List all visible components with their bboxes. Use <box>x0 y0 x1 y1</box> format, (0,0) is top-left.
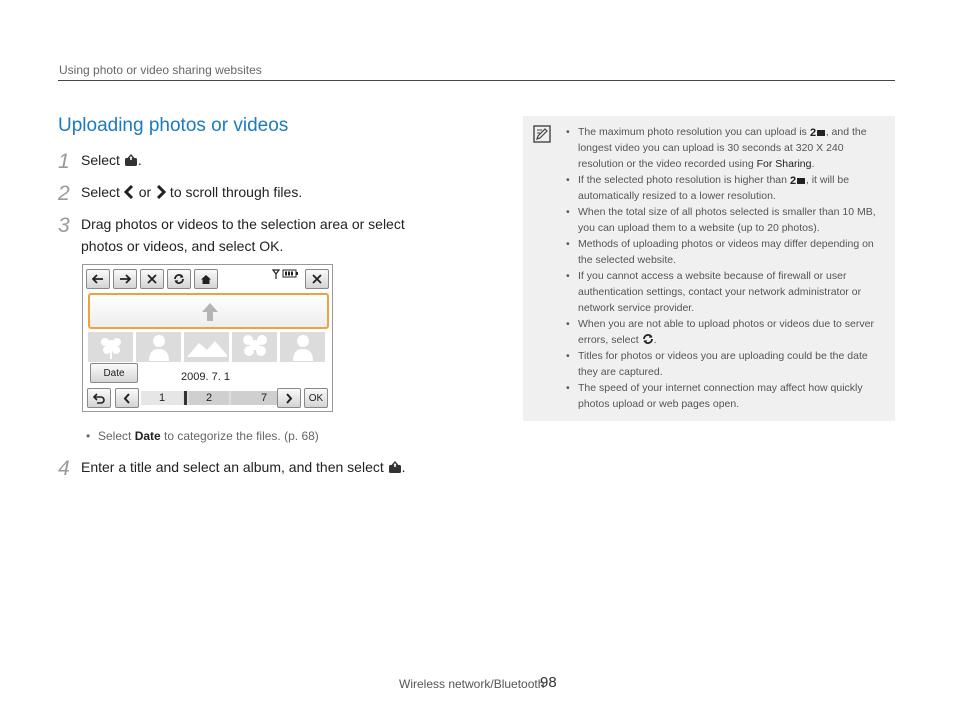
section-title: Uploading photos or videos <box>58 115 289 136</box>
note-item-6 <box>564 316 884 348</box>
ok-button[interactable]: OK <box>304 388 328 408</box>
chevron-left-icon <box>124 185 135 199</box>
step-1-before: Select <box>81 152 124 168</box>
note-2-after: , it will be automatically resized to a lower resolution. <box>578 174 850 202</box>
scroll-bar[interactable] <box>141 391 297 405</box>
note-item-4: • Methods of uploading photos or videos may differ depending on the selected website. <box>564 236 884 268</box>
forward-arrow-button[interactable] <box>113 269 137 289</box>
note-1-tail: . <box>811 158 815 170</box>
remove-button[interactable] <box>140 269 164 289</box>
scroll-thumb[interactable] <box>184 391 187 405</box>
note-item-1 <box>564 124 884 172</box>
step-text-1 <box>81 149 142 171</box>
step-2-after: to scroll through files. <box>166 184 303 200</box>
scroll-label-2: 2 <box>189 391 229 405</box>
signal-icon <box>272 269 280 279</box>
page-number: 98 <box>540 674 557 691</box>
selection-area[interactable] <box>88 293 329 329</box>
flower-icon <box>240 334 270 360</box>
undo-button[interactable] <box>87 388 111 408</box>
thumbnail-1[interactable] <box>88 332 133 362</box>
step-3-line1: Drag photos or videos to the selection area or select <box>81 216 405 232</box>
note-item-5: • If you cannot access a website because of firewall or user authentication settings, contact your network administrator or network service provider. <box>564 268 884 316</box>
note-item-7: • Titles for photos or videos you are uploading could be the date they are captured. <box>564 348 884 380</box>
resolution-2m-icon <box>790 174 806 185</box>
scroll-label-1: 1 <box>141 391 183 405</box>
note-1-after: , and the longest video you can upload is 30 seconds at 320 X 240 resolution or the video recorded using <box>578 126 867 170</box>
note-6-after: . <box>653 334 657 346</box>
date-value: 2009. 7. 1 <box>181 371 230 383</box>
undo-icon <box>93 393 106 404</box>
landscape-icon <box>187 337 227 357</box>
close-icon <box>147 274 157 284</box>
flower-icon <box>97 335 125 359</box>
back-arrow-button[interactable] <box>86 269 110 289</box>
note-1-before: The maximum photo resolution you can upload is <box>578 126 810 138</box>
camera-screen <box>82 264 333 412</box>
note-icon <box>533 125 551 143</box>
step-number-3: 3 <box>58 214 70 237</box>
step-3-note-item <box>84 429 319 443</box>
upload-icon <box>124 153 138 167</box>
note-list <box>564 124 884 412</box>
step-1-after: . <box>137 152 142 168</box>
header-rule <box>58 80 895 81</box>
step-3-note-after: to categorize the files. (p. 68) <box>160 429 319 443</box>
step-2-before: Select <box>81 184 124 200</box>
date-button[interactable]: Date <box>90 363 138 383</box>
chevron-right-icon <box>285 393 293 404</box>
refresh-icon <box>173 273 185 285</box>
note-item-3: • When the total size of all photos selected is smaller than 10 MB, you can upload them to a website (up to 20 photos). <box>564 204 884 236</box>
step-number-2: 2 <box>58 182 70 205</box>
upload-icon <box>388 460 402 474</box>
note-item-2 <box>564 172 884 204</box>
arrow-left-icon <box>92 274 104 284</box>
step-text-4 <box>81 456 406 478</box>
footer-section: Wireless network/Bluetooth <box>399 677 545 691</box>
home-icon <box>200 274 212 285</box>
note-2-before: If the selected photo resolution is higher than <box>578 174 790 186</box>
breadcrumb: Using photo or video sharing websites <box>59 63 262 77</box>
person-icon <box>147 333 171 361</box>
step-3-ok: OK <box>259 238 280 254</box>
scroll-label-3: 7 <box>231 391 297 405</box>
home-button[interactable] <box>194 269 218 289</box>
upload-arrow-icon <box>201 302 219 322</box>
step-3-line2 <box>81 235 405 257</box>
arrow-right-icon <box>119 274 131 284</box>
refresh-icon <box>642 333 654 345</box>
battery-icon <box>282 269 298 278</box>
refresh-button[interactable] <box>167 269 191 289</box>
step-3-note-date: Date <box>134 429 161 443</box>
person-icon <box>291 333 315 361</box>
step-4-before: Enter a title and select an album, and then select <box>81 459 388 475</box>
note-1-bold: For Sharing <box>756 158 812 170</box>
close-icon <box>312 274 322 284</box>
thumbnail-5[interactable] <box>280 332 325 362</box>
step-text-3 <box>81 213 405 257</box>
close-screen-button[interactable] <box>305 269 329 289</box>
chevron-left-icon <box>123 393 131 404</box>
step-3-note-before: Select <box>98 429 135 443</box>
step-text-2 <box>81 181 302 203</box>
svg-text:2: 2 <box>789 175 797 185</box>
resolution-2m-icon <box>810 126 826 137</box>
chevron-right-icon <box>155 185 166 199</box>
thumbnail-2[interactable] <box>136 332 181 362</box>
step-3-notes <box>84 429 319 443</box>
thumbnail-3[interactable] <box>184 332 229 362</box>
step-number-4: 4 <box>58 457 70 480</box>
svg-text:2: 2 <box>809 127 816 137</box>
step-3-line2-before: photos or videos, and select <box>81 238 260 254</box>
note-box <box>523 116 895 421</box>
thumbnail-4[interactable] <box>232 332 277 362</box>
next-button[interactable] <box>277 388 301 408</box>
prev-button[interactable] <box>115 388 139 408</box>
note-item-8: • The speed of your internet connection may affect how quickly photos upload or web pages open. <box>564 380 884 412</box>
step-3-line2-after: . <box>279 238 284 254</box>
note-6-before: When you are not able to upload photos or videos due to server errors, select <box>578 318 874 346</box>
step-2-mid: or <box>134 184 156 200</box>
step-number-1: 1 <box>58 150 70 173</box>
step-4-after: . <box>401 459 406 475</box>
